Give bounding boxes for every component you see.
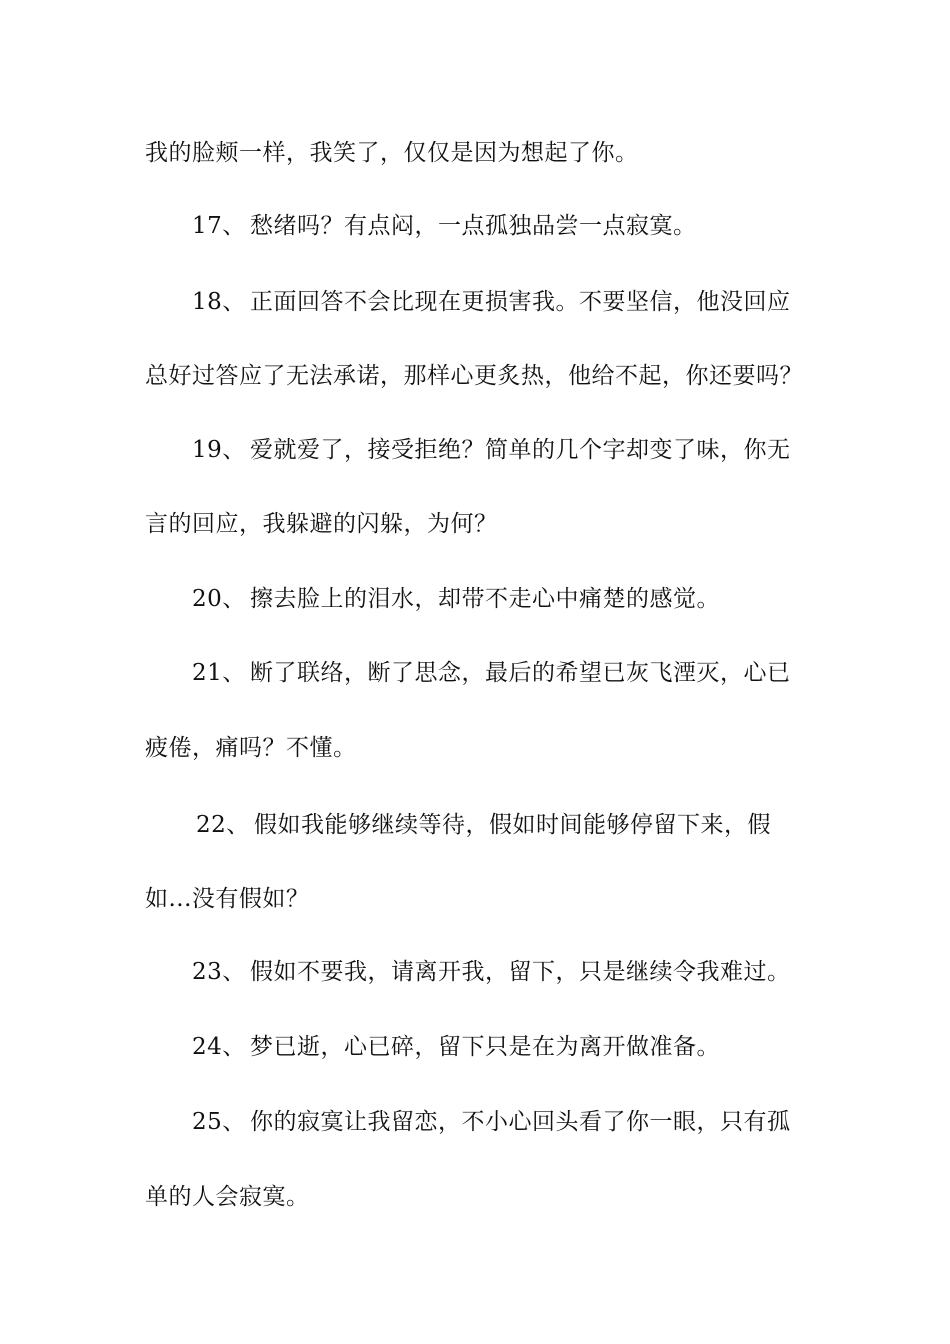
list-item	[192, 1107, 862, 1137]
text-line	[145, 733, 815, 763]
text-line	[145, 361, 815, 391]
item-number: 24、	[192, 1034, 246, 1060]
text-line	[145, 884, 815, 914]
list-item	[192, 211, 862, 241]
list-item	[196, 810, 866, 840]
line-text: 你的寂寞让我留恋，不小心回头看了你一眼，只有孤	[250, 1109, 791, 1135]
list-item	[192, 1032, 862, 1062]
line-text: 愁绪吗？有点闷，一点孤独品尝一点寂寞。	[250, 213, 697, 239]
item-number: 22、	[196, 812, 250, 838]
item-number: 18、	[192, 289, 246, 315]
line-text: 爱就爱了，接受拒绝？简单的几个字却变了味，你无	[250, 437, 791, 463]
line-text: 断了联络，断了思念，最后的希望已灰飞湮灭，心已	[250, 660, 791, 686]
line-text: 总好过答应了无法承诺，那样心更炙热，他给不起，你还要吗？	[145, 363, 803, 389]
list-item	[192, 584, 862, 614]
line-text: 梦已逝，心已碎，留下只是在为离开做准备。	[250, 1034, 720, 1060]
item-number: 21、	[192, 660, 246, 686]
line-text: 如...没有假如？	[145, 886, 310, 912]
line-text: 我的脸颊一样，我笑了，仅仅是因为想起了你。	[145, 140, 639, 166]
item-number: 19、	[192, 437, 246, 463]
line-text: 擦去脸上的泪水，却带不走心中痛楚的感觉。	[250, 586, 720, 612]
text-line	[145, 138, 815, 168]
text-line	[145, 1182, 815, 1212]
line-text: 言的回应，我躲避的闪躲，为何？	[145, 511, 498, 537]
item-number: 20、	[192, 586, 246, 612]
line-text: 正面回答不会比现在更损害我。不要坚信，他没回应	[250, 289, 791, 315]
line-text: 假如不要我，请离开我，留下，只是继续令我难过。	[250, 959, 791, 985]
line-text: 单的人会寂寞。	[145, 1184, 310, 1210]
item-number: 23、	[192, 959, 246, 985]
list-item	[192, 957, 862, 987]
line-text: 假如我能够继续等待，假如时间能够停留下来，假	[254, 812, 771, 838]
list-item	[192, 435, 862, 465]
item-number: 25、	[192, 1109, 246, 1135]
item-number: 17、	[192, 213, 246, 239]
text-line	[145, 509, 815, 539]
list-item	[192, 287, 862, 317]
list-item	[192, 658, 862, 688]
line-text: 疲倦，痛吗？不懂。	[145, 735, 357, 761]
